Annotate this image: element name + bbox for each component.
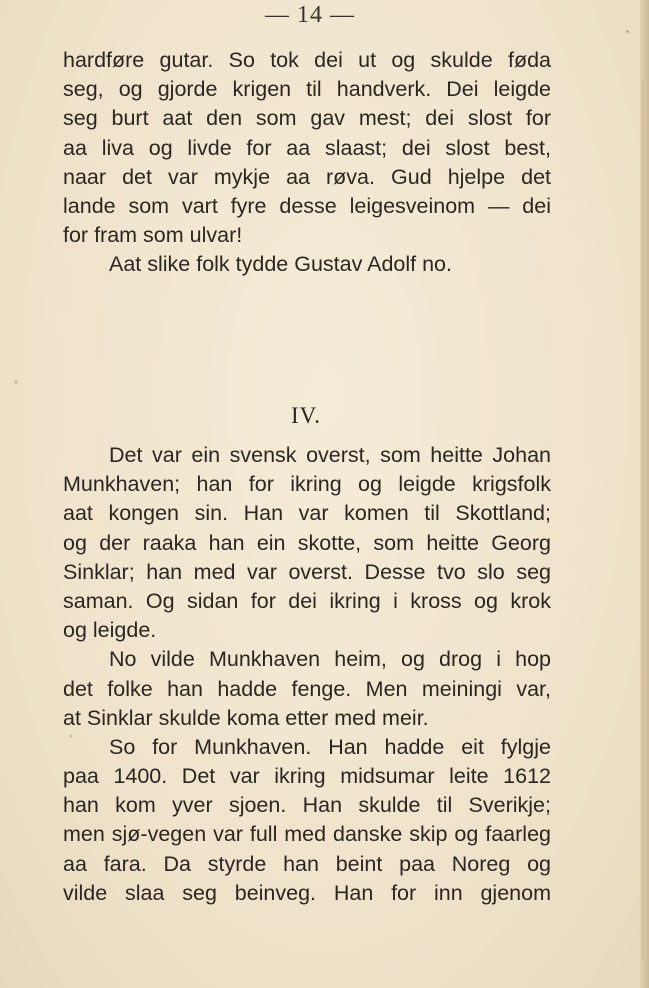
text-line: paa 1400. Det var ikring midsumar leite 1612 bbox=[63, 764, 551, 789]
text-line: Det var ein svensk overst, som heitte Johan bbox=[109, 443, 551, 467]
paragraph-block-2 bbox=[63, 441, 551, 908]
text-line: Munkhaven; han for ikring og leigde krigsfolk bbox=[63, 472, 551, 497]
section-heading: IV. bbox=[290, 403, 322, 428]
text-line: og leigde. bbox=[63, 618, 157, 643]
text-line: han kom yver sjoen. Han skulde til Sverikje; bbox=[63, 793, 551, 818]
text-line: lande som vart fyre desse leigesveinom — dei bbox=[63, 193, 551, 218]
text-line: No vilde Munkhaven heim, og drog i hop bbox=[109, 647, 551, 672]
text-line: for fram som ulvar! bbox=[63, 223, 243, 248]
text-line: seg burt aat den som gav mest; dei slost for bbox=[63, 106, 551, 131]
text-line: saman. Og sidan for dei ikring i kross og krok bbox=[63, 588, 551, 613]
text-line: Sinklar; han med var overst. Desse tvo slo seg bbox=[63, 559, 551, 584]
text-line: hardføre gutar. So tok dei ut og skulde føda bbox=[63, 48, 551, 72]
text-line: naar det var mykje aa røva. Gud hjelpe det bbox=[63, 164, 551, 189]
text-line: aa liva og livde for aa slaast; dei slost best, bbox=[63, 135, 551, 160]
page-number: — 14 — bbox=[265, 2, 355, 28]
text-line: det folke han hadde fenge. Men meiningi var, bbox=[63, 676, 551, 701]
paper-speck bbox=[626, 30, 629, 33]
paper-speck bbox=[14, 380, 18, 384]
text-line: at Sinklar skulde koma etter med meir. bbox=[63, 705, 429, 730]
text-line: seg, og gjorde krigen til handverk. Dei leigde bbox=[63, 77, 551, 102]
text-line: men sjø-vegen var full med danske skip og faarleg bbox=[63, 822, 551, 847]
text-line: aat kongen sin. Han var komen til Skottland; bbox=[63, 501, 551, 526]
text-line: og der raaka han ein skotte, som heitte Georg bbox=[63, 530, 551, 555]
text-line: aa fara. Da styrde han beint paa Noreg og bbox=[63, 851, 551, 876]
text-line: So for Munkhaven. Han hadde eit fylgje bbox=[109, 734, 551, 759]
page-edge-line bbox=[642, 80, 643, 960]
text-line: vilde slaa seg beinveg. Han for inn gjenom bbox=[63, 880, 551, 905]
paragraph-block-1 bbox=[63, 46, 551, 280]
text-line: Aat slike folk tydde Gustav Adolf no. bbox=[109, 252, 452, 277]
